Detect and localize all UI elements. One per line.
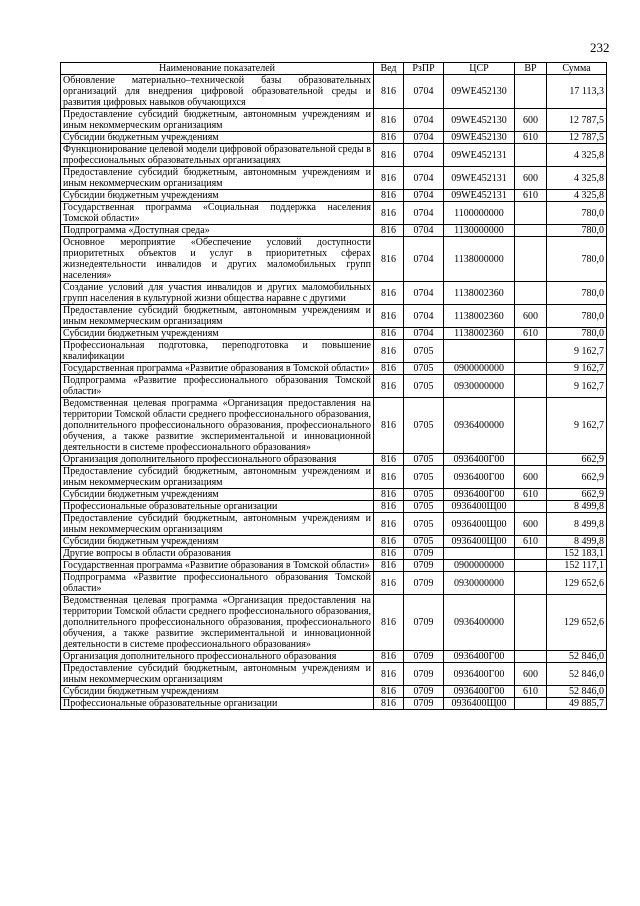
- cell-sum: 9 162,7: [547, 398, 607, 454]
- cell-rzpr: 0704: [404, 190, 444, 202]
- table-header-row: [61, 63, 607, 75]
- cell-ved: 816: [374, 489, 404, 501]
- cell-name: Организация дополнительного профессионального образования: [61, 651, 374, 663]
- cell-csr: 1100000000: [444, 202, 515, 225]
- table-row: [61, 686, 607, 698]
- cell-sum: 780,0: [547, 202, 607, 225]
- table-row: [61, 698, 607, 710]
- cell-sum: 12 787,5: [547, 109, 607, 132]
- cell-vr: [515, 698, 547, 710]
- table-body: [61, 75, 607, 710]
- cell-vr: [515, 651, 547, 663]
- cell-csr: 1138002360: [444, 305, 515, 328]
- cell-sum: 9 162,7: [547, 363, 607, 375]
- cell-rzpr: 0709: [404, 663, 444, 686]
- cell-rzpr: 0705: [404, 398, 444, 454]
- cell-ved: 816: [374, 686, 404, 698]
- cell-name: Предоставление субсидий бюджетным, автономным учреждениям и иным некоммерческим организациям: [61, 305, 374, 328]
- table-row: [61, 109, 607, 132]
- cell-vr: 610: [515, 536, 547, 548]
- cell-rzpr: 0704: [404, 282, 444, 305]
- cell-csr: 1130000000: [444, 225, 515, 237]
- table-row: [61, 466, 607, 489]
- cell-csr: 0930000000: [444, 375, 515, 398]
- cell-sum: 4 325,8: [547, 167, 607, 190]
- cell-ved: 816: [374, 398, 404, 454]
- table-row: [61, 282, 607, 305]
- cell-sum: 780,0: [547, 305, 607, 328]
- cell-rzpr: 0704: [404, 328, 444, 340]
- table-row: [61, 190, 607, 202]
- cell-vr: [515, 75, 547, 109]
- cell-name: Организация дополнительного профессионального образования: [61, 454, 374, 466]
- cell-csr: 1138002360: [444, 328, 515, 340]
- cell-ved: 816: [374, 225, 404, 237]
- cell-ved: 816: [374, 595, 404, 651]
- cell-sum: 129 652,6: [547, 595, 607, 651]
- cell-sum: 8 499,8: [547, 513, 607, 536]
- cell-vr: [515, 282, 547, 305]
- cell-name: Предоставление субсидий бюджетным, автономным учреждениям и иным некоммерческим организациям: [61, 466, 374, 489]
- col-header-sum: Сумма: [547, 63, 607, 75]
- table-row: [61, 132, 607, 144]
- table-row: [61, 305, 607, 328]
- cell-name: Подпрограмма «Развитие профессионального образования Томской области»: [61, 375, 374, 398]
- cell-name: Субсидии бюджетным учреждениям: [61, 536, 374, 548]
- cell-csr: [444, 548, 515, 560]
- cell-sum: 8 499,8: [547, 536, 607, 548]
- cell-name: Государственная программа «Развитие образования в Томской области»: [61, 560, 374, 572]
- cell-name: Предоставление субсидий бюджетным, автономным учреждениям и иным некоммерческим организациям: [61, 513, 374, 536]
- cell-ved: 816: [374, 466, 404, 489]
- cell-rzpr: 0704: [404, 305, 444, 328]
- cell-rzpr: 0704: [404, 225, 444, 237]
- table-row: [61, 340, 607, 363]
- cell-vr: 600: [515, 466, 547, 489]
- table-row: [61, 202, 607, 225]
- cell-rzpr: 0704: [404, 75, 444, 109]
- cell-vr: [515, 363, 547, 375]
- cell-sum: 4 325,8: [547, 144, 607, 167]
- cell-sum: 152 183,1: [547, 548, 607, 560]
- cell-vr: [515, 144, 547, 167]
- cell-vr: [515, 375, 547, 398]
- table-row: [61, 144, 607, 167]
- cell-name: Государственная программа «Социальная поддержка населения Томской области»: [61, 202, 374, 225]
- cell-ved: 816: [374, 501, 404, 513]
- cell-rzpr: 0705: [404, 536, 444, 548]
- cell-csr: 0936400000: [444, 595, 515, 651]
- cell-ved: 816: [374, 237, 404, 282]
- cell-csr: 0936400000: [444, 398, 515, 454]
- cell-vr: 610: [515, 132, 547, 144]
- cell-vr: 610: [515, 328, 547, 340]
- cell-name: Государственная программа «Развитие образования в Томской области»: [61, 363, 374, 375]
- table-row: [61, 560, 607, 572]
- cell-csr: 09WE452131: [444, 167, 515, 190]
- cell-name: Субсидии бюджетным учреждениям: [61, 190, 374, 202]
- cell-rzpr: 0705: [404, 513, 444, 536]
- cell-name: Субсидии бюджетным учреждениям: [61, 489, 374, 501]
- cell-sum: 9 162,7: [547, 340, 607, 363]
- budget-table: [60, 62, 607, 710]
- cell-csr: 0936400Г00: [444, 651, 515, 663]
- cell-vr: [515, 595, 547, 651]
- cell-rzpr: 0704: [404, 132, 444, 144]
- cell-ved: 816: [374, 190, 404, 202]
- table-row: [61, 398, 607, 454]
- cell-ved: 816: [374, 305, 404, 328]
- cell-ved: 816: [374, 663, 404, 686]
- cell-rzpr: 0704: [404, 144, 444, 167]
- table-row: [61, 328, 607, 340]
- cell-rzpr: 0709: [404, 572, 444, 595]
- table-row: [61, 651, 607, 663]
- cell-sum: 662,9: [547, 489, 607, 501]
- cell-vr: [515, 454, 547, 466]
- cell-vr: [515, 237, 547, 282]
- cell-vr: 600: [515, 109, 547, 132]
- cell-ved: 816: [374, 328, 404, 340]
- table-row: [61, 237, 607, 282]
- cell-sum: 49 885,7: [547, 698, 607, 710]
- cell-ved: 816: [374, 572, 404, 595]
- cell-name: Субсидии бюджетным учреждениям: [61, 686, 374, 698]
- cell-csr: 0936400Г00: [444, 686, 515, 698]
- cell-rzpr: 0705: [404, 363, 444, 375]
- cell-csr: 1138000000: [444, 237, 515, 282]
- cell-csr: [444, 340, 515, 363]
- cell-name: Субсидии бюджетным учреждениям: [61, 132, 374, 144]
- cell-vr: 600: [515, 305, 547, 328]
- cell-sum: 52 846,0: [547, 651, 607, 663]
- table-row: [61, 363, 607, 375]
- cell-ved: 816: [374, 536, 404, 548]
- cell-vr: [515, 398, 547, 454]
- cell-rzpr: 0704: [404, 167, 444, 190]
- table-row: [61, 536, 607, 548]
- cell-csr: 0936400Щ00: [444, 698, 515, 710]
- cell-sum: 129 652,6: [547, 572, 607, 595]
- cell-vr: [515, 225, 547, 237]
- cell-csr: 09WE452130: [444, 132, 515, 144]
- cell-rzpr: 0709: [404, 548, 444, 560]
- cell-vr: 610: [515, 686, 547, 698]
- cell-name: Подпрограмма «Доступная среда»: [61, 225, 374, 237]
- cell-ved: 816: [374, 109, 404, 132]
- cell-rzpr: 0705: [404, 454, 444, 466]
- page-number: 232: [590, 40, 610, 55]
- cell-rzpr: 0709: [404, 698, 444, 710]
- cell-ved: 816: [374, 282, 404, 305]
- cell-name: Профессиональная подготовка, переподготовка и повышение квалификации: [61, 340, 374, 363]
- cell-name: Предоставление субсидий бюджетным, автономным учреждениям и иным некоммерческим организациям: [61, 167, 374, 190]
- cell-rzpr: 0709: [404, 560, 444, 572]
- cell-csr: 0936400Г00: [444, 466, 515, 489]
- cell-ved: 816: [374, 144, 404, 167]
- cell-csr: 0900000000: [444, 560, 515, 572]
- cell-name: Предоставление субсидий бюджетным, автономным учреждениям и иным некоммерческим организациям: [61, 663, 374, 686]
- cell-name: Ведомственная целевая программа «Организация предоставления на территории Томской области среднего профессионального образования, дополнительного профессионального образования, профессионального обучения, а также развитие экспериментальной и инновационной деятельности в системе профессионального образования»: [61, 595, 374, 651]
- cell-csr: 09WE452131: [444, 190, 515, 202]
- cell-sum: 52 846,0: [547, 663, 607, 686]
- cell-name: Профессиональные образовательные организации: [61, 501, 374, 513]
- table-row: [61, 489, 607, 501]
- table-row: [61, 595, 607, 651]
- table-row: [61, 548, 607, 560]
- cell-vr: 610: [515, 489, 547, 501]
- cell-vr: 610: [515, 190, 547, 202]
- cell-ved: 816: [374, 167, 404, 190]
- table-row: [61, 454, 607, 466]
- cell-vr: [515, 501, 547, 513]
- cell-csr: 1138002360: [444, 282, 515, 305]
- cell-vr: 600: [515, 513, 547, 536]
- cell-csr: 0936400Щ00: [444, 501, 515, 513]
- cell-rzpr: 0709: [404, 595, 444, 651]
- cell-ved: 816: [374, 454, 404, 466]
- cell-name: Подпрограмма «Развитие профессионального образования Томской области»: [61, 572, 374, 595]
- cell-name: Ведомственная целевая программа «Организация предоставления на территории Томской области среднего профессионального образования, дополнительного профессионального образования, профессионального обучения, а также развитие экспериментальной и инновационной деятельности в системе профессионального образования»: [61, 398, 374, 454]
- cell-ved: 816: [374, 651, 404, 663]
- table-row: [61, 75, 607, 109]
- cell-vr: [515, 340, 547, 363]
- cell-csr: 09WE452130: [444, 109, 515, 132]
- cell-vr: [515, 560, 547, 572]
- cell-name: Субсидии бюджетным учреждениям: [61, 328, 374, 340]
- cell-ved: 816: [374, 132, 404, 144]
- cell-ved: 816: [374, 202, 404, 225]
- cell-rzpr: 0709: [404, 686, 444, 698]
- cell-ved: 816: [374, 75, 404, 109]
- cell-sum: 780,0: [547, 237, 607, 282]
- cell-rzpr: 0705: [404, 375, 444, 398]
- table-row: [61, 225, 607, 237]
- table-row: [61, 513, 607, 536]
- cell-sum: 780,0: [547, 328, 607, 340]
- cell-name: Обновление материально–технической базы образовательных организаций для внедрения цифровой образовательной среды и развития цифровых навыков обучающихся: [61, 75, 374, 109]
- cell-csr: 0936400Г00: [444, 663, 515, 686]
- col-header-rzpr: РзПР: [404, 63, 444, 75]
- col-header-ved: Вед: [374, 63, 404, 75]
- table-row: [61, 167, 607, 190]
- cell-rzpr: 0705: [404, 466, 444, 489]
- cell-rzpr: 0704: [404, 109, 444, 132]
- cell-ved: 816: [374, 560, 404, 572]
- table-row: [61, 375, 607, 398]
- cell-rzpr: 0704: [404, 237, 444, 282]
- cell-vr: [515, 202, 547, 225]
- cell-name: Функционирование целевой модели цифровой образовательной среды в профессиональных образовательных организациях: [61, 144, 374, 167]
- cell-vr: 600: [515, 663, 547, 686]
- cell-sum: 662,9: [547, 466, 607, 489]
- cell-sum: 17 113,3: [547, 75, 607, 109]
- cell-rzpr: 0705: [404, 501, 444, 513]
- cell-sum: 12 787,5: [547, 132, 607, 144]
- cell-sum: 152 117,1: [547, 560, 607, 572]
- cell-sum: 4 325,8: [547, 190, 607, 202]
- cell-sum: 662,9: [547, 454, 607, 466]
- cell-vr: [515, 548, 547, 560]
- cell-rzpr: 0705: [404, 489, 444, 501]
- cell-name: Другие вопросы в области образования: [61, 548, 374, 560]
- cell-name: Создание условий для участия инвалидов и других маломобильных групп населения в культурной жизни общества наравне с другими: [61, 282, 374, 305]
- cell-ved: 816: [374, 340, 404, 363]
- cell-sum: 8 499,8: [547, 501, 607, 513]
- cell-ved: 816: [374, 363, 404, 375]
- cell-ved: 816: [374, 375, 404, 398]
- cell-vr: [515, 572, 547, 595]
- cell-csr: 0936400Г00: [444, 454, 515, 466]
- cell-csr: 09WE452130: [444, 75, 515, 109]
- cell-sum: 780,0: [547, 282, 607, 305]
- cell-sum: 780,0: [547, 225, 607, 237]
- col-header-csr: ЦСР: [444, 63, 515, 75]
- cell-ved: 816: [374, 698, 404, 710]
- cell-sum: 9 162,7: [547, 375, 607, 398]
- table-row: [61, 501, 607, 513]
- cell-rzpr: 0704: [404, 202, 444, 225]
- cell-name: Основное мероприятие «Обеспечение условий доступности приоритетных объектов и услуг в приоритетных сферах жизнедеятельности инвалидов и других маломобильных групп населения»: [61, 237, 374, 282]
- cell-csr: 0930000000: [444, 572, 515, 595]
- table-row: [61, 663, 607, 686]
- cell-sum: 52 846,0: [547, 686, 607, 698]
- col-header-vr: ВР: [515, 63, 547, 75]
- cell-name: Профессиональные образовательные организации: [61, 698, 374, 710]
- cell-vr: 600: [515, 167, 547, 190]
- cell-ved: 816: [374, 548, 404, 560]
- col-header-name: Наименование показателей: [61, 63, 374, 75]
- cell-csr: 0936400Щ00: [444, 536, 515, 548]
- cell-csr: 0936400Г00: [444, 489, 515, 501]
- cell-rzpr: 0705: [404, 340, 444, 363]
- table-row: [61, 572, 607, 595]
- cell-name: Предоставление субсидий бюджетным, автономным учреждениям и иным некоммерческим организациям: [61, 109, 374, 132]
- cell-csr: 0900000000: [444, 363, 515, 375]
- cell-csr: 0936400Щ00: [444, 513, 515, 536]
- cell-csr: 09WE452131: [444, 144, 515, 167]
- cell-ved: 816: [374, 513, 404, 536]
- cell-rzpr: 0709: [404, 651, 444, 663]
